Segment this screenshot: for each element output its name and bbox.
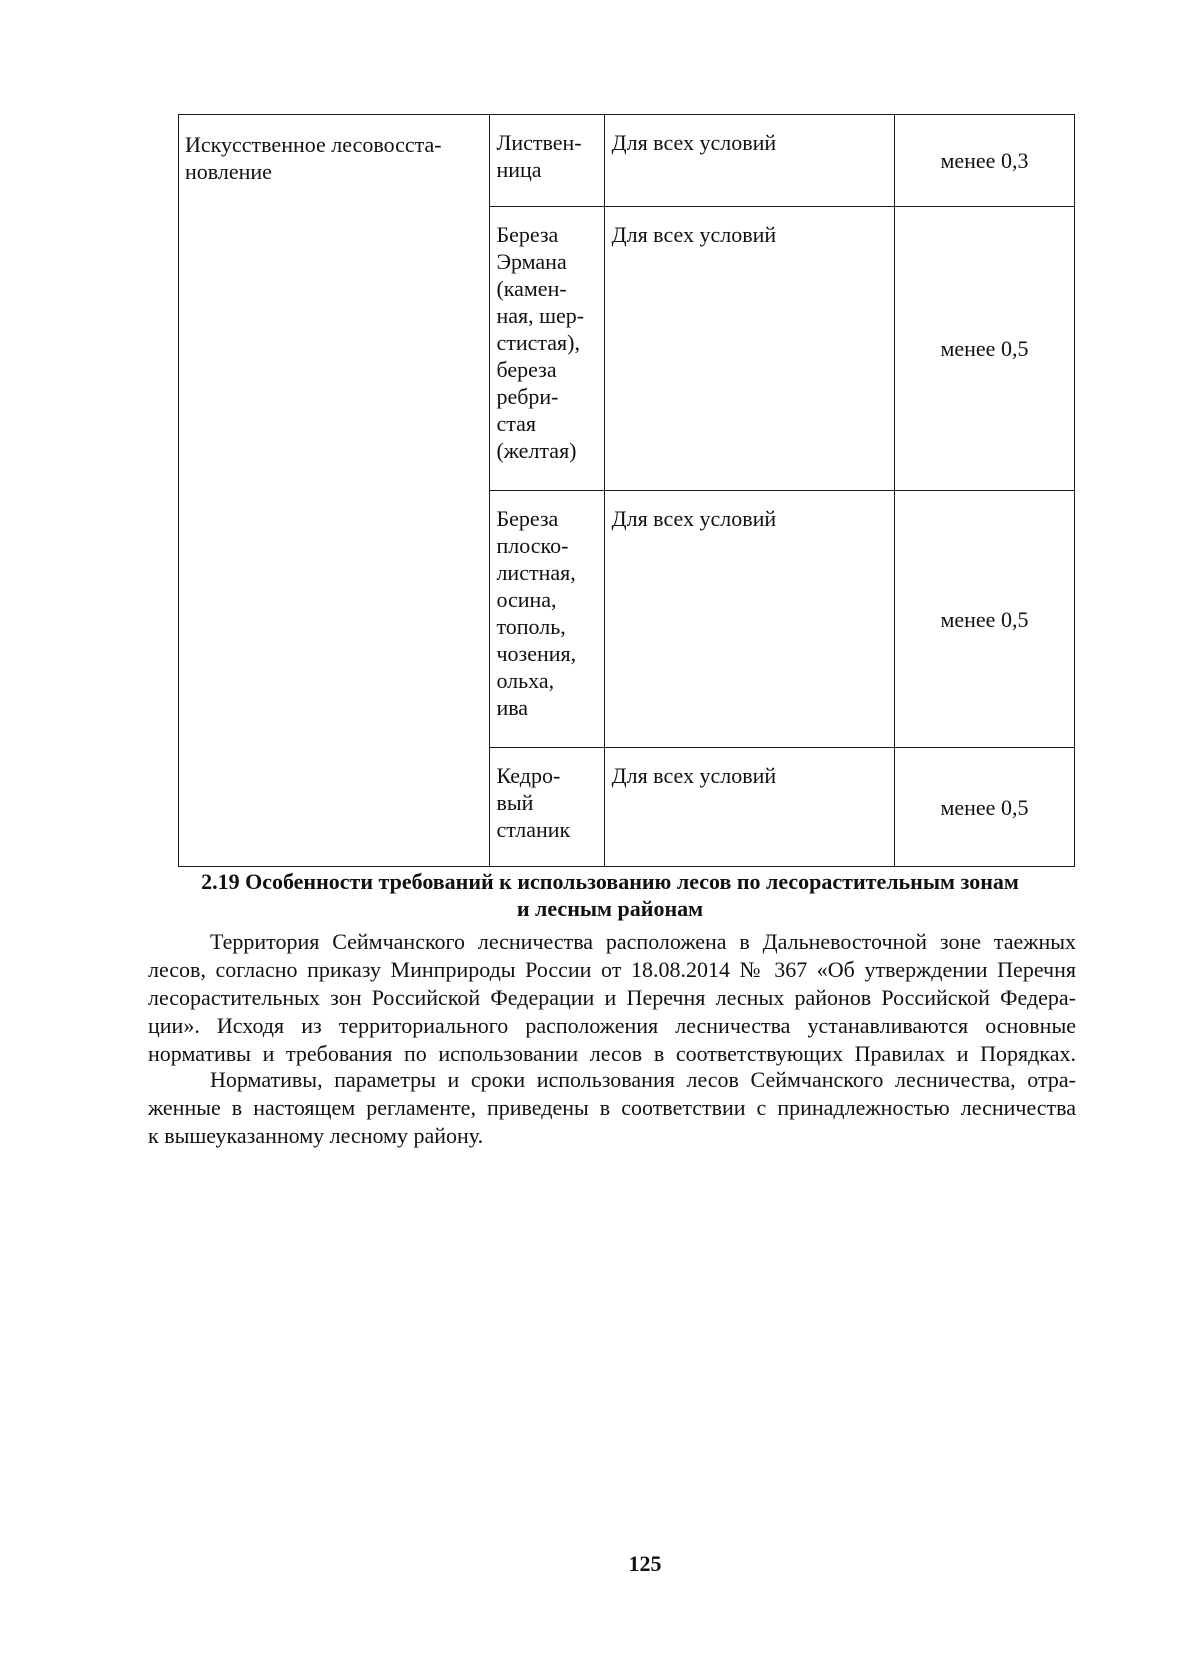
species-line: осина, xyxy=(496,587,557,612)
species-line: плоско- xyxy=(496,533,569,558)
species-line: ольха, xyxy=(496,668,555,693)
paragraph-line: Нормативы, параметры и сроки использования лесов Сеймчанского лесничества, отра- xyxy=(210,1067,1076,1092)
species-cell xyxy=(490,115,604,207)
species-line: Береза xyxy=(496,506,559,531)
body-paragraph xyxy=(148,1066,1076,1150)
value-cell: менее 0,5 xyxy=(894,491,1074,748)
page-number: 125 xyxy=(628,1551,662,1576)
paragraph-line: лесов, согласно приказу Минприроды России от 18.08.2014 № 367 «Об утверждении Перечня xyxy=(148,957,1076,982)
section-heading-line: 2.19 Особенности требований к использованию лесов по лесорастительным зонам xyxy=(201,869,1019,894)
species-line: стланик xyxy=(496,817,571,842)
paragraph-line: ции». Исходя из территориального расположения лесничества устанавливаются основные xyxy=(148,1013,1076,1038)
species-line: Береза xyxy=(496,222,559,247)
species-line: чозения, xyxy=(496,641,577,666)
body-paragraph xyxy=(148,928,1076,1068)
species-line: стая xyxy=(496,411,536,436)
species-line: Кедро- xyxy=(496,763,561,788)
condition-cell: Для всех условий xyxy=(604,115,894,207)
table-row xyxy=(179,115,1075,207)
paragraph-line: к вышеуказанному лесному району. xyxy=(148,1123,484,1148)
species-line: (желтая) xyxy=(496,438,577,463)
species-cell xyxy=(490,748,604,867)
value-cell: менее 0,3 xyxy=(894,115,1074,207)
method-text-line: Искусственное лесовосста- xyxy=(185,132,442,157)
paragraph-line: нормативы и требования по использовании лесов в соответствующих Правилах и Порядках. xyxy=(148,1041,1076,1066)
species-line: ива xyxy=(496,695,529,720)
method-cell xyxy=(179,115,490,867)
section-heading xyxy=(140,868,1080,922)
method-text-line: новление xyxy=(185,159,272,184)
species-line: ная, шер- xyxy=(496,303,585,328)
section-heading-line: и лесным районам xyxy=(516,896,704,921)
regulation-table xyxy=(178,114,1075,867)
species-line: Эрмана xyxy=(496,249,567,274)
value-cell: менее 0,5 xyxy=(894,748,1074,867)
species-line: Листвен- xyxy=(496,130,582,155)
species-line: ница xyxy=(496,157,542,182)
condition-cell: Для всех условий xyxy=(604,491,894,748)
species-line: вый xyxy=(496,790,534,815)
species-line: стистая), xyxy=(496,330,580,355)
species-cell xyxy=(490,207,604,491)
species-line: листная, xyxy=(496,560,576,585)
species-line: (камен- xyxy=(496,276,567,301)
species-line: ребри- xyxy=(496,384,559,409)
value-cell: менее 0,5 xyxy=(894,207,1074,491)
paragraph-line: женные в настоящем регламенте, приведены в соответствии с принадлежностью лесничества xyxy=(148,1095,1076,1120)
condition-cell: Для всех условий xyxy=(604,207,894,491)
condition-cell: Для всех условий xyxy=(604,748,894,867)
species-line: тополь, xyxy=(496,614,566,639)
paragraph-line: Территория Сеймчанского лесничества расположена в Дальневосточной зоне таежных xyxy=(210,929,1076,954)
paragraph-line: лесорастительных зон Российской Федерации и Перечня лесных районов Российской Федера- xyxy=(148,985,1076,1010)
species-cell xyxy=(490,491,604,748)
species-line: береза xyxy=(496,357,557,382)
